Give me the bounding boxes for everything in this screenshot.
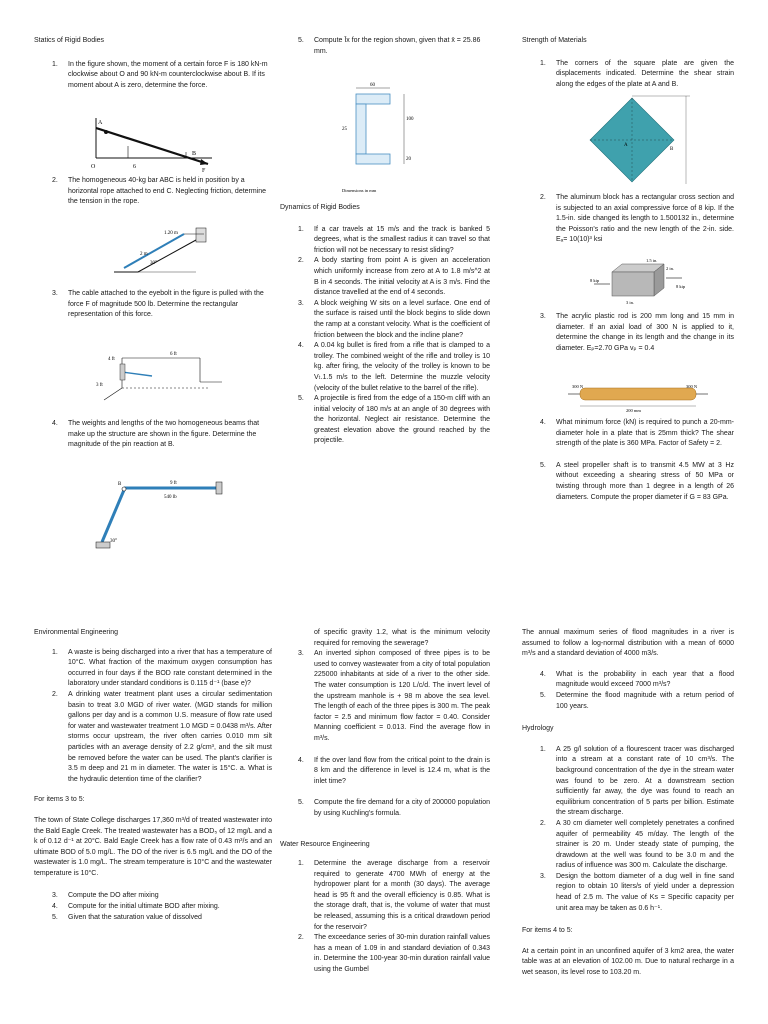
item-text: The weights and lengths of the two homogeneous beams that make up the structure are shown in the figure. Determine the magnitude of the pin reaction at B. (68, 420, 260, 449)
item-number: 3. (52, 290, 58, 297)
block-dim-3: 3 in. (626, 300, 635, 305)
fig4-label-b: B (118, 482, 122, 487)
hyd-item-3 (522, 872, 734, 914)
statics-column (34, 36, 272, 91)
fig1-label-f: F (202, 168, 206, 174)
environmental-column (34, 628, 272, 923)
strength-column-part4 (522, 418, 734, 503)
item-number: 3. (298, 650, 304, 658)
flood-intro: The annual maximum series of flood magnitudes in a river is assumed to follow a log-normal distribution with a mean of 6000 m³/s and a standard deviation of 4000 m3/s. (522, 629, 734, 658)
strength-column-part2 (522, 193, 734, 246)
strength-figure-block (590, 258, 694, 306)
env-item-2 (34, 690, 272, 785)
item-number: 4. (540, 419, 546, 426)
item-number: 3. (540, 313, 546, 320)
statics-item-5 (280, 36, 490, 57)
dynamics-column (280, 203, 490, 447)
strength-item-1 (522, 59, 734, 91)
fig5-caption: Dimensions in mm (342, 188, 377, 193)
statics-figure-2 (112, 220, 216, 282)
fig3-label-4ft: 4 ft (108, 357, 115, 362)
section-title-environmental: Environmental Engineering (34, 629, 119, 636)
item-text: If a car travels at 15 m/s and the track is banked 5 degrees, what is the smallest radius it can travel so that friction will not be necessary to resist sliding? (314, 225, 490, 254)
hyd-for-items: For items 4 to 5: (522, 927, 573, 935)
strength-item-2 (522, 193, 734, 246)
statics-item-4 (34, 419, 272, 451)
water-item-2 (280, 933, 490, 975)
item-text: The exceedance series of 30-min duration rainfall values has a mean of 1.09 in and standard deviation of 0.343 in. Determine the 100-year 30-min duration rainfall value using the Gumbel (314, 934, 490, 974)
block-dim-2: 2 in. (666, 266, 675, 271)
item-number: 1. (298, 225, 304, 233)
item-number: 5. (52, 913, 58, 921)
env-for-items: For items 3 to 5: (34, 796, 85, 804)
item-number: 1. (52, 648, 58, 656)
env-item-5 (34, 913, 272, 924)
env-item-1 (34, 648, 272, 690)
mid-item-5 (280, 798, 490, 819)
strength-figure-plate (586, 94, 696, 190)
statics-figure-3 (92, 344, 232, 406)
item-number: 5. (298, 799, 304, 807)
fig5-label-25: 25 (342, 127, 347, 132)
fig4-label-angle: 30° (110, 539, 117, 544)
env-item-4 (34, 902, 272, 913)
env-item-cont (280, 628, 490, 649)
strength-figure-rod (566, 382, 710, 414)
statics-item-3 (34, 289, 272, 321)
item-number: 5. (298, 395, 304, 403)
section-title-dynamics: Dynamics of Rigid Bodies (280, 204, 360, 211)
statics-figure-1 (88, 112, 222, 174)
item-number: 5. (540, 691, 546, 699)
fig5-label-100: 100 (406, 117, 414, 122)
fig1-label-a: A (98, 120, 103, 126)
item-text: Design the bottom diameter of a dug well in fine sand region to obtain 10 liters/s of yield under a depression head of 2.5 m. The value of Ks = Specific capacity per unit area may be taken as 0.6 h⁻¹. (556, 872, 734, 912)
item-number: 2. (540, 819, 546, 827)
dynamics-item-3 (280, 299, 490, 341)
fig4-label-weight: 540 lb (164, 495, 177, 500)
strength-column-part3 (522, 312, 734, 354)
fig2-label-dim1: 1.20 m (164, 231, 178, 236)
strength-item-5 (522, 461, 734, 503)
item-number: 2. (52, 177, 58, 184)
rod-length: 200 mm (626, 408, 641, 413)
block-load-left: 8 kip (590, 278, 600, 283)
item-number: 2. (540, 194, 546, 201)
item-text: A waste is being discharged into a river that has a temperature of 10°C. What fraction of the maximum oxygen consumption has occurred in four days if the BOD rate constant determined in the laboratory under standard conditions is 0.115 d⁻¹ (base e)? (68, 648, 272, 688)
rod-load-right: 300 N (686, 384, 698, 389)
item-text: An inverted siphon composed of three pipes is to be used to convey wastewater from a city of total population 225000 inhabitants at side of a river to the other side. The water consumption is 120 L/c/d. The invert level of the upstream manhole is + 98 m above the sea level. The length of each of the three pipes is 300 m. The peak factor = 2.5 and minimum flow factor = 0.40. Consider Manning coefficient = 0.013. Find the average flow in m³/s. (314, 650, 490, 742)
item-text: The aluminum block has a rectangular cross section and is subjected to an axial compressive force of 8 kip. If the 1.5-in. side changed its length to 1.500132 in., determine the Poisson's ratio and the new length of the 2-in. side. Eₐ= 10(10)³ ksi (556, 194, 734, 244)
statics-item-2 (34, 176, 272, 208)
hyd-item-1 (522, 745, 734, 819)
fig1-label-o: O (91, 164, 96, 170)
water-item-1 (280, 859, 490, 933)
statics-figure-4 (88, 476, 228, 552)
item-text: A 30 cm diameter well completely penetrates a confined aquifer of permeability 45 m/day. The length of the strainer is 20 m. Under steady state of pumping, the drawdown at the well was found to be 3.0 m and the radius of influence was 300 m. Calculate the discharge. (556, 819, 734, 870)
item-number: 4. (298, 756, 304, 764)
statics-column-part2 (34, 176, 272, 208)
item-number: 5. (298, 37, 304, 44)
item-text: Compute Ῑx for the region shown, given that x̄ = 25.86 mm. (314, 37, 481, 55)
item-number: 4. (298, 342, 304, 350)
plate-label-b: B (670, 147, 674, 152)
strength-item-4 (522, 418, 734, 450)
statics-column-part3 (34, 289, 272, 321)
item-number: 2. (52, 690, 58, 698)
dynamics-item-2 (280, 256, 490, 298)
section-title-strength: Strength of Materials (522, 37, 587, 44)
section-title-hydrology: Hydrology (522, 725, 554, 733)
dynamics-item-4 (280, 341, 490, 394)
item-number: 1. (298, 860, 304, 868)
dynamics-item-5 (280, 394, 490, 447)
item-text: Given that the saturation value of dissolved (68, 913, 202, 921)
item-text: The acrylic plastic rod is 200 mm long and 15 mm in diameter. If an axial load of 300 N is applied to it, determine the change in its length and the change in its diameter. Eₚ=2.70 GPa vₚ = 0.4 (556, 313, 734, 352)
mid-item-3 (280, 649, 490, 744)
item-number: 5. (540, 461, 546, 469)
aquifer-paragraph: At a certain point in an unconfined aquifer of 3 km2 area, the water table was at an elevation of 102.00 m. Due to natural recharge in a wet season, its level rose to 103.20 m. (522, 947, 734, 977)
fig3-label-3ft: 3 ft (96, 383, 103, 388)
item-number: 1. (52, 60, 58, 68)
item-text: The cable attached to the eyebolt in the figure is pulled with the force F of magnitude 500 lb. Determine the rectangular representation of this force. (68, 290, 264, 319)
item-text: The corners of the square plate are given the displacements indicated. Determine the shear strain along the edges of the plate at A and B. (556, 59, 734, 88)
fig3-label-6ft: 6 ft (170, 352, 177, 357)
dynamics-item-1 (280, 225, 490, 257)
item-text: A drinking water treatment plant uses a circular sedimentation basin to treat 3.0 MGD of river water. (MGD stands for million gallons per day and is a common U.S. measure of flow rate used for water and wastewater treatment 1.0 MGD = 0.0438 m³/s. After storms occur upstream, the river often carries 0.010 mm silt particles with an average density of 2.2 g/cm³, and the silt must be removed before the water can be used. The plant's clarifier is 3.5 m deep and 21 m in diameter. The water is 15°C. a. What is the hydraulic detention time of the clarifier? (68, 690, 272, 783)
fig2-label-dim2: 2 m (140, 252, 148, 257)
mid-item-4 (280, 756, 490, 788)
item-number: 1. (540, 745, 546, 753)
item-text: What is the probability in each year that a flood magnitude would exceed 7000 m³/s? (556, 670, 734, 689)
flood-item-5 (522, 691, 734, 712)
env-item-3 (34, 891, 272, 902)
statics-item-1 (34, 60, 272, 92)
item-number: 2. (298, 934, 304, 942)
statics-column-part4 (34, 419, 272, 451)
item-text: In the figure shown, the moment of a certain force F is 180 kN-m clockwise about O and 90 kN-m counterclockwise about B. If its moment about A is zero, determine the force. (68, 60, 268, 89)
statics-item-5-column (280, 36, 490, 57)
item-text: A 0.04 kg bullet is fired from a rifle that is clamped to a trolley. The combined weight of the rifle and trolley is 10 kg. after firing, the velocity of the trolley is known to be Vₜ.1.5 m/s to the left. Determine the muzzle velocity (velocity of the bullet relative to the barrel of the rifle). (314, 342, 490, 392)
item-number: 4. (52, 903, 58, 911)
item-number: 2. (298, 257, 304, 265)
block-dim-1: 1.5 in. (646, 258, 658, 263)
strength-column (522, 36, 734, 90)
item-text: of specific gravity 1.2, what is the minimum velocity required for removing the sewerage? (314, 629, 490, 647)
flood-item-4 (522, 670, 734, 691)
env-paragraph: The town of State College discharges 17,360 m³/d of treated wastewater into the Bald Eagle Creek. The treated wastewater has a BOD₅ of 12 mg/L and a k of 0.12 d⁻¹ at 20°C. Bald Eagle Creek has a flow rate of 0.43 m³/s and an ultimate BOD of 5.0 mg/L. The DO of the river is 6.5 mg/L and the DO of the wastewater is 1.0 mg/L. The stream temperature is 10°C and the wastewater temperature is 10°C. (34, 816, 272, 877)
item-text: Compute for the initial ultimate BOD after mixing. (68, 903, 220, 911)
plate-label-a: A (624, 143, 628, 148)
strength-item-3 (522, 312, 734, 354)
item-number: 3. (540, 872, 546, 880)
item-text: If the over land flow from the critical point to the drain is 8 km and the difference in level is 12.4 m, what is the inlet time? (314, 756, 490, 785)
item-text: A block weighing W sits on a level surface. One end of the surface is raised until the block begins to slide down the ramp at a constant velocity. What is the coefficient of friction between the block and the incline plane? (314, 299, 490, 339)
fig5-label-60: 60 (370, 83, 375, 88)
fig2-label-angle: 30° (150, 261, 157, 266)
item-text: Compute the fire demand for a city of 200000 population by using Kuchling's formula. (314, 799, 490, 817)
statics-figure-5 (340, 80, 424, 196)
item-text: A projectile is fired from the edge of a 150-m cliff with an initial velocity of 180 m/s at an angle of 30 degrees with the horizontal. Neglect air resistance. Determine the greatest elevation above the ground reached by the projectile. (314, 395, 490, 445)
hyd-item-2 (522, 819, 734, 872)
item-text: A body starting from point A is given an acceleration which uniformly increase from zero at A to 1.8 m/s^2 at B in 4 seconds. The initial velocity at A is 3 m/s. Find the distance travelled at the end of 4 seconds. (314, 257, 490, 297)
middle-bottom-column (280, 628, 490, 976)
item-number: 3. (298, 299, 304, 307)
right-bottom-column (522, 628, 734, 979)
fig1-label-6: 6 (133, 164, 136, 170)
fig4-label-len: 9 ft (170, 481, 177, 486)
item-text: What minimum force (kN) is required to punch a 20-mm-diameter hole in a plate that is 25mm thick? The shear strength of the plate is 360 MPa. Factor of Safety = 2. (556, 419, 734, 448)
fig1-label-b: B (192, 151, 197, 157)
item-number: 1. (540, 59, 546, 67)
fig5-label-20: 20 (406, 157, 411, 162)
item-number: 4. (52, 420, 58, 427)
item-text: Compute the DO after mixing (68, 892, 159, 900)
item-number: 4. (540, 670, 546, 678)
item-text: A 25 g/l solution of a flourescent tracer was discharged into a stream at a constant rate of 10 cm³/s. The background concentration of the dye in the stream water was found to be zero. At a downstream section sufficiently far away, the dye was found to reach an equilibrium concentration of 5 parts per billion. Estimate the stream discharge. (556, 745, 734, 817)
rod-load-left: 300 N (572, 384, 584, 389)
block-load-right: 8 kip (676, 284, 686, 289)
item-number: 3. (52, 892, 58, 900)
item-text: Determine the average discharge from a reservoir required to generate 4700 MWh of energy at the hydropower plant for a month (30 days). The average head is 95 ft and the overall efficiency is 0.85. What is the storage draft, that is, the volume of water that must be released, assuming this is a critical drawdown period for the reservoir? (314, 860, 490, 931)
section-title-water: Water Resource Engineering (280, 840, 370, 848)
section-title-statics: Statics of Rigid Bodies (34, 37, 105, 44)
item-text: A steel propeller shaft is to transmit 4.5 MW at 3 Hz without exceeding a shearing stress of 50 MPa or twisting through more than 1 degree in a length of 26 diameters. Compute the proper diameter if G = 83 GPa. (556, 461, 734, 501)
item-text: Determine the flood magnitude with a return period of 100 years. (556, 691, 734, 710)
item-text: The homogeneous 40-kg bar ABC is held in position by a horizontal rope attached to end C. Neglecting friction, determine the tension in the rope. (68, 177, 267, 206)
